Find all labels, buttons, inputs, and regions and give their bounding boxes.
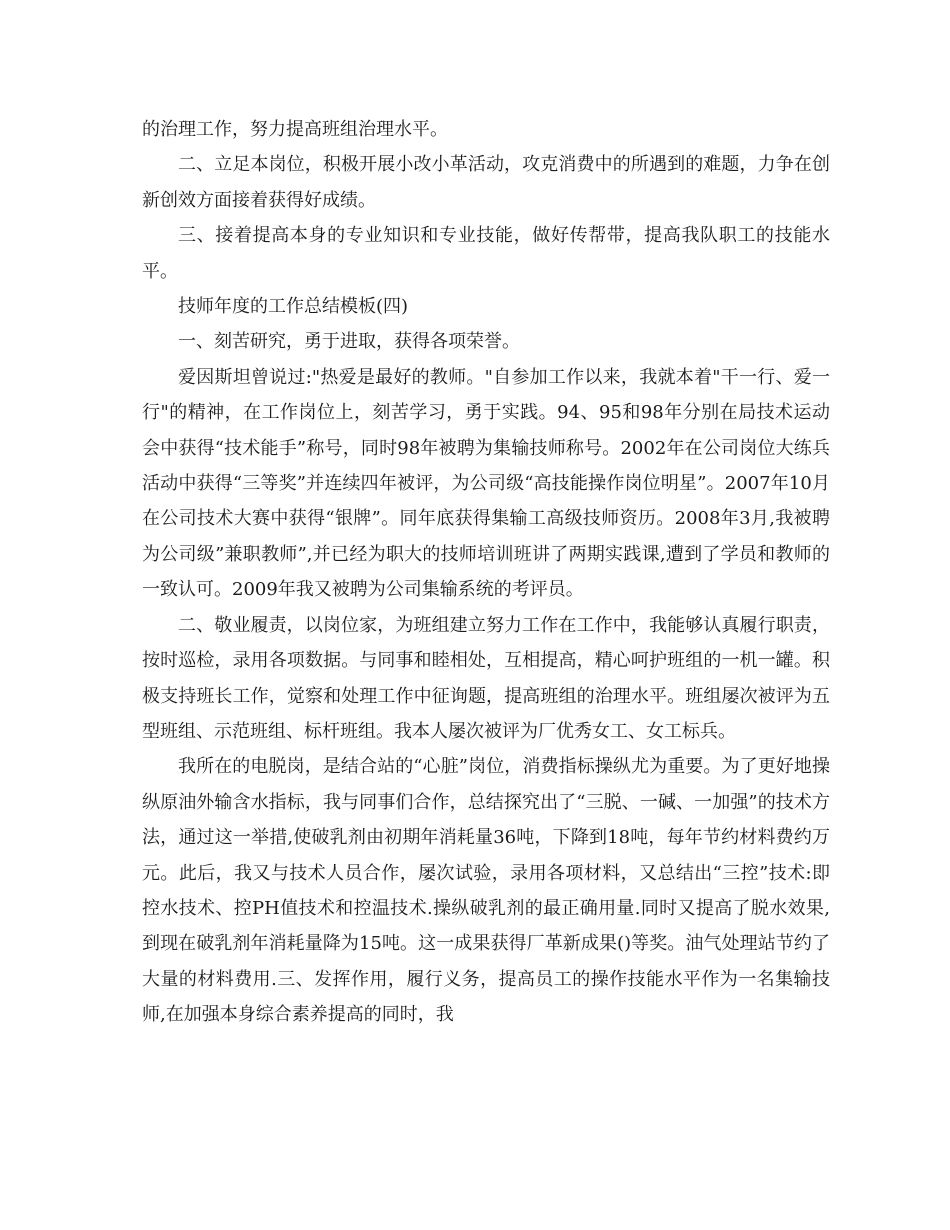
section-title: 技师年度的工作总结模板(四) xyxy=(178,296,409,318)
paragraph-dedication: 二、敬业履责，以岗位家，为班组建立努力工作在工作中，我能够认真履行职责，按时巡检，录用各项数据。与同事和睦相处，互相提高，精心呵护班组的一机一罐。积极支持班长工作，觉察和处理工作中征询题，提高班组的治理水平。班组屡次被评为五型班组、示范班组、标杆班组。我本人屡次被评为厂优秀女工、女工标兵。 xyxy=(142,614,830,742)
paragraph-innovation: 二、立足本岗位，积极开展小改小革活动，攻克消费中的所遇到的难题，力争在创新创效方面接着获得好成绩。 xyxy=(142,154,830,211)
paragraph-continuation: 的治理工作，努力提高班组治理水平。 xyxy=(142,119,448,140)
section-point-one: 一、刻苦研究，勇于进取，获得各项荣誉。 xyxy=(178,331,520,353)
paragraph-honors: 爱因斯坦曾说过:"热爱是最好的教师。"自参加工作以来，我就本着"干一行、爱一行"的精神，在工作岗位上，刻苦学习，勇于实践。94、95和98年分别在局技术运动会中获得“技术能手”称号，同时98年被聘为集输技师称号。2002年在公司岗位大练兵活动中获得“三等奖”并连续四年被评，为公司级“高技能操作岗位明星”。2007年10月在公司技术大赛中获得“银牌”。同年底获得集输工高级技师资历。2008年3月,我被聘为公司级”兼职教师”,并已经为职大的技师培训班讲了两期实践课,遭到了学员和教师的一致认可。2009年我又被聘为公司集输系统的考评员。 xyxy=(142,366,830,601)
paragraph-dehydration: 我所在的电脱岗，是结合站的“心脏”岗位，消费指标操纵尤为重要。为了更好地操纵原油外输含水指标，我与同事们合作，总结探究出了“三脱、一碱、一加强”的技术方法，通过这一举措,使破乳剂由初期年消耗量36吨，下降到18吨，每年节约材料费约万元。此后，我又与技术人员合作，屡次试验，录用各项材料，又总结出“三控”技术:即控水技术、控PH值技术和控温技术.操纵破乳剂的最正确用量.同时又提高了脱水效果,到现在破乳剂年消耗量降为15吨。这一成果获得厂革新成果()等奖。油气处理站节约了大量的材料费用.三、发挥作用，履行义务，提高员工的操作技能水平作为一名集输技师,在加强本身综合素养提高的同时，我 xyxy=(142,756,830,1026)
paragraph-skills: 三、接着提高本身的专业知识和专业技能，做好传帮带，提高我队职工的技能水平。 xyxy=(142,225,830,282)
